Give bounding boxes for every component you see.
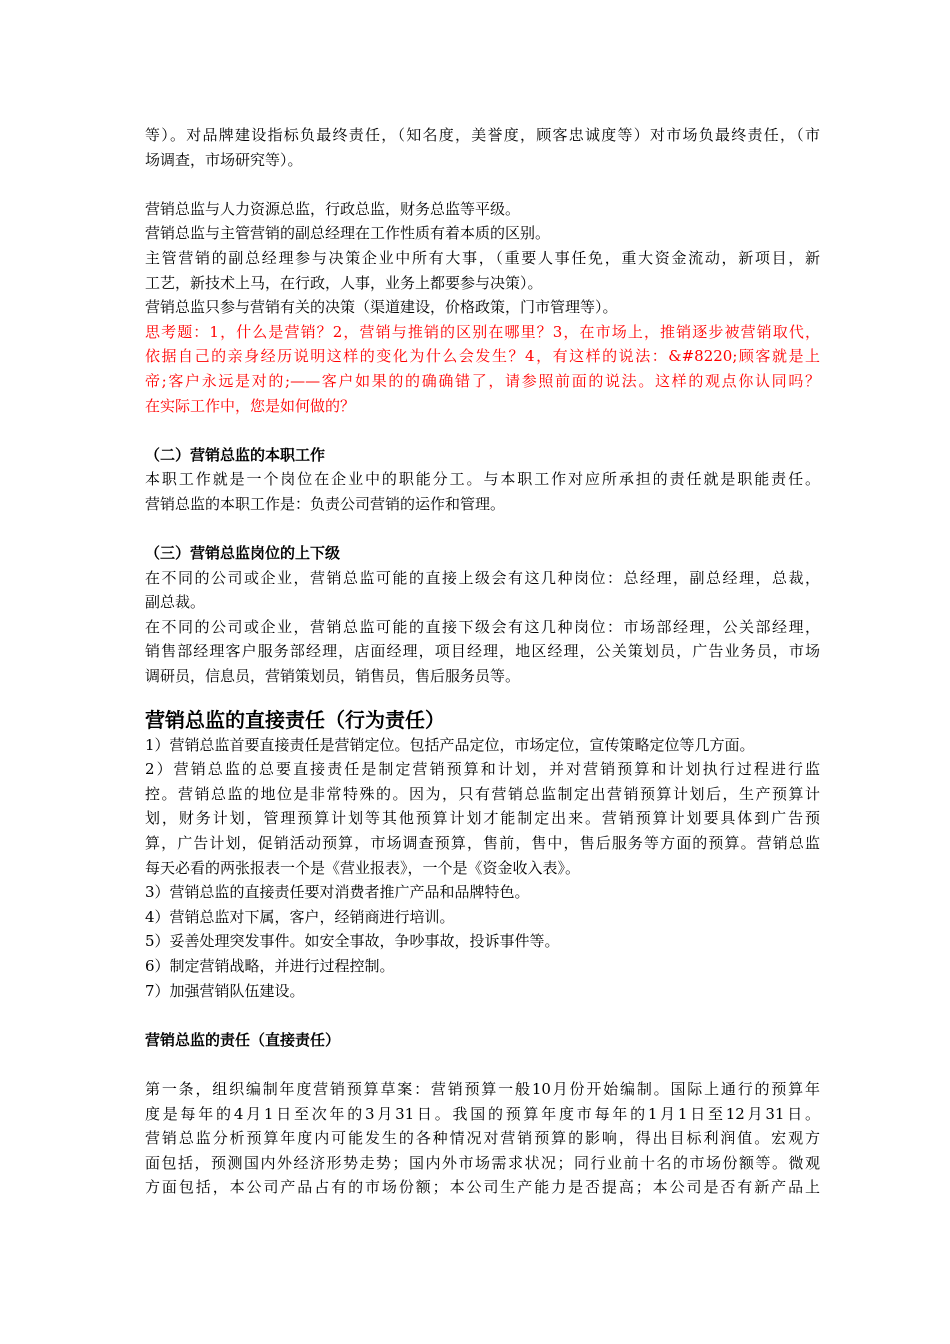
paragraph-line: 划，财务计划，管理预算计划等其他预算计划才能制定出来。营销预算计划要具体到广告预 [145,809,820,828]
paragraph-line: 营销总监与主管营销的副总经理在工作性质有着本质的区别。 [145,224,551,243]
paragraph-line: 在不同的公司或企业，营销总监可能的直接下级会有这几种岗位：市场部经理，公关部经理， [145,617,820,636]
document-page [145,123,820,1200]
paragraph-line: 场调查，市场研究等）。 [145,150,303,169]
question-line: 依据自己的亲身经历说明这样的变化为什么会发生？4，有这样的说法：&#8220;顾客就是上 [145,347,820,366]
section-heading: （二）营销总监的本职工作 [145,445,326,464]
paragraph-line: 5）妥善处理突发事件。如安全事故，争吵事故，投诉事件等。 [145,932,560,951]
question-line: 帝;客户永远是对的;——客户如果的的确确错了，请参照前面的说法。这样的观点你认同吗？ [145,371,820,390]
paragraph-line: 本职工作就是一个岗位在企业中的职能分工。与本职工作对应所承担的责任就是职能责任。 [145,470,820,489]
section-heading-large: 营销总监的直接责任（行为责任） [145,707,445,732]
paragraph-line: 1）营销总监首要直接责任是营销定位。包括产品定位，市场定位，宣传策略定位等几方面。 [145,735,755,754]
paragraph-line: 营销总监与人力资源总监，行政总监，财务总监等平级。 [145,199,521,218]
paragraph-line: 算，广告计划，促销活动预算，市场调查预算，售前，售中，售后服务等方面的预算。营销总监 [145,834,820,853]
paragraph-line: 工艺，新技术上马，在行政，人事，业务上都要参与决策）。 [145,273,543,292]
paragraph-line: 面包括，预测国内外经济形势走势；国内外市场需求状况；同行业前十名的市场份额等。微观 [145,1153,820,1172]
paragraph-line: 度是每年的4月1日至次年的3月31日。我国的预算年度市每年的1月1日至12月31日。 [145,1104,820,1123]
paragraph-line: 每天必看的两张报表一个是《营业报表》，一个是《资金收入表》。 [145,858,581,877]
paragraph-line: 营销总监的本职工作是：负责公司营销的运作和管理。 [145,494,506,513]
paragraph-line: 销售部经理客户服务部经理，店面经理，项目经理，地区经理，公关策划员，广告业务员，市场 [145,642,820,661]
paragraph-line: 主管营销的副总经理参与决策企业中所有大事，（重要人事任免，重大资金流动，新项目，新 [145,248,820,267]
paragraph-line: 控。营销总监的地位是非常特殊的。因为，只有营销总监制定出营销预算计划后，生产预算计 [145,784,820,803]
paragraph-line: 营销总监分析预算年度内可能发生的各种情况对营销预算的影响，得出目标利润值。宏观方 [145,1129,820,1148]
paragraph-line: 7）加强营销队伍建设。 [145,981,305,1000]
paragraph-line: 6）制定营销战略，并进行过程控制。 [145,957,395,975]
paragraph-line: 等）。对品牌建设指标负最终责任，（知名度，美誉度，顾客忠诚度等）对市场负最终责任，（市 [145,126,820,144]
section-heading: （三）营销总监岗位的上下级 [145,544,341,563]
section-heading: 营销总监的责任（直接责任） [145,1030,341,1049]
paragraph-line: 4）营销总监对下属，客户，经销商进行培训。 [145,907,455,926]
question-line: 在实际工作中，您是如何做的？ [145,396,356,415]
paragraph-line: 在不同的公司或企业，营销总监可能的直接上级会有这几种岗位：总经理，副总经理，总裁， [145,568,820,587]
paragraph-line: 副总裁。 [145,593,206,612]
paragraph-line: 2）营销总监的总要直接责任是制定营销预算和计划，并对营销预算和计划执行过程进行监 [145,760,820,779]
question-line: 思考题：1，什么是营销？2，营销与推销的区别在哪里？3，在市场上，推销逐步被营销取代， [145,322,820,341]
paragraph-line: 3）营销总监的直接责任要对消费者推广产品和品牌特色。 [145,883,530,902]
paragraph-line: 第一条，组织编制年度营销预算草案：营销预算一般10月份开始编制。国际上通行的预算年 [145,1079,820,1098]
paragraph-line: 方面包括，本公司产品占有的市场份额；本公司生产能力是否提高；本公司是否有新产品上 [145,1178,820,1197]
paragraph-line: 营销总监只参与营销有关的决策（渠道建设，价格政策，门市管理等）。 [145,298,618,317]
paragraph-line: 调研员，信息员，营销策划员，销售员，售后服务员等。 [145,667,521,686]
